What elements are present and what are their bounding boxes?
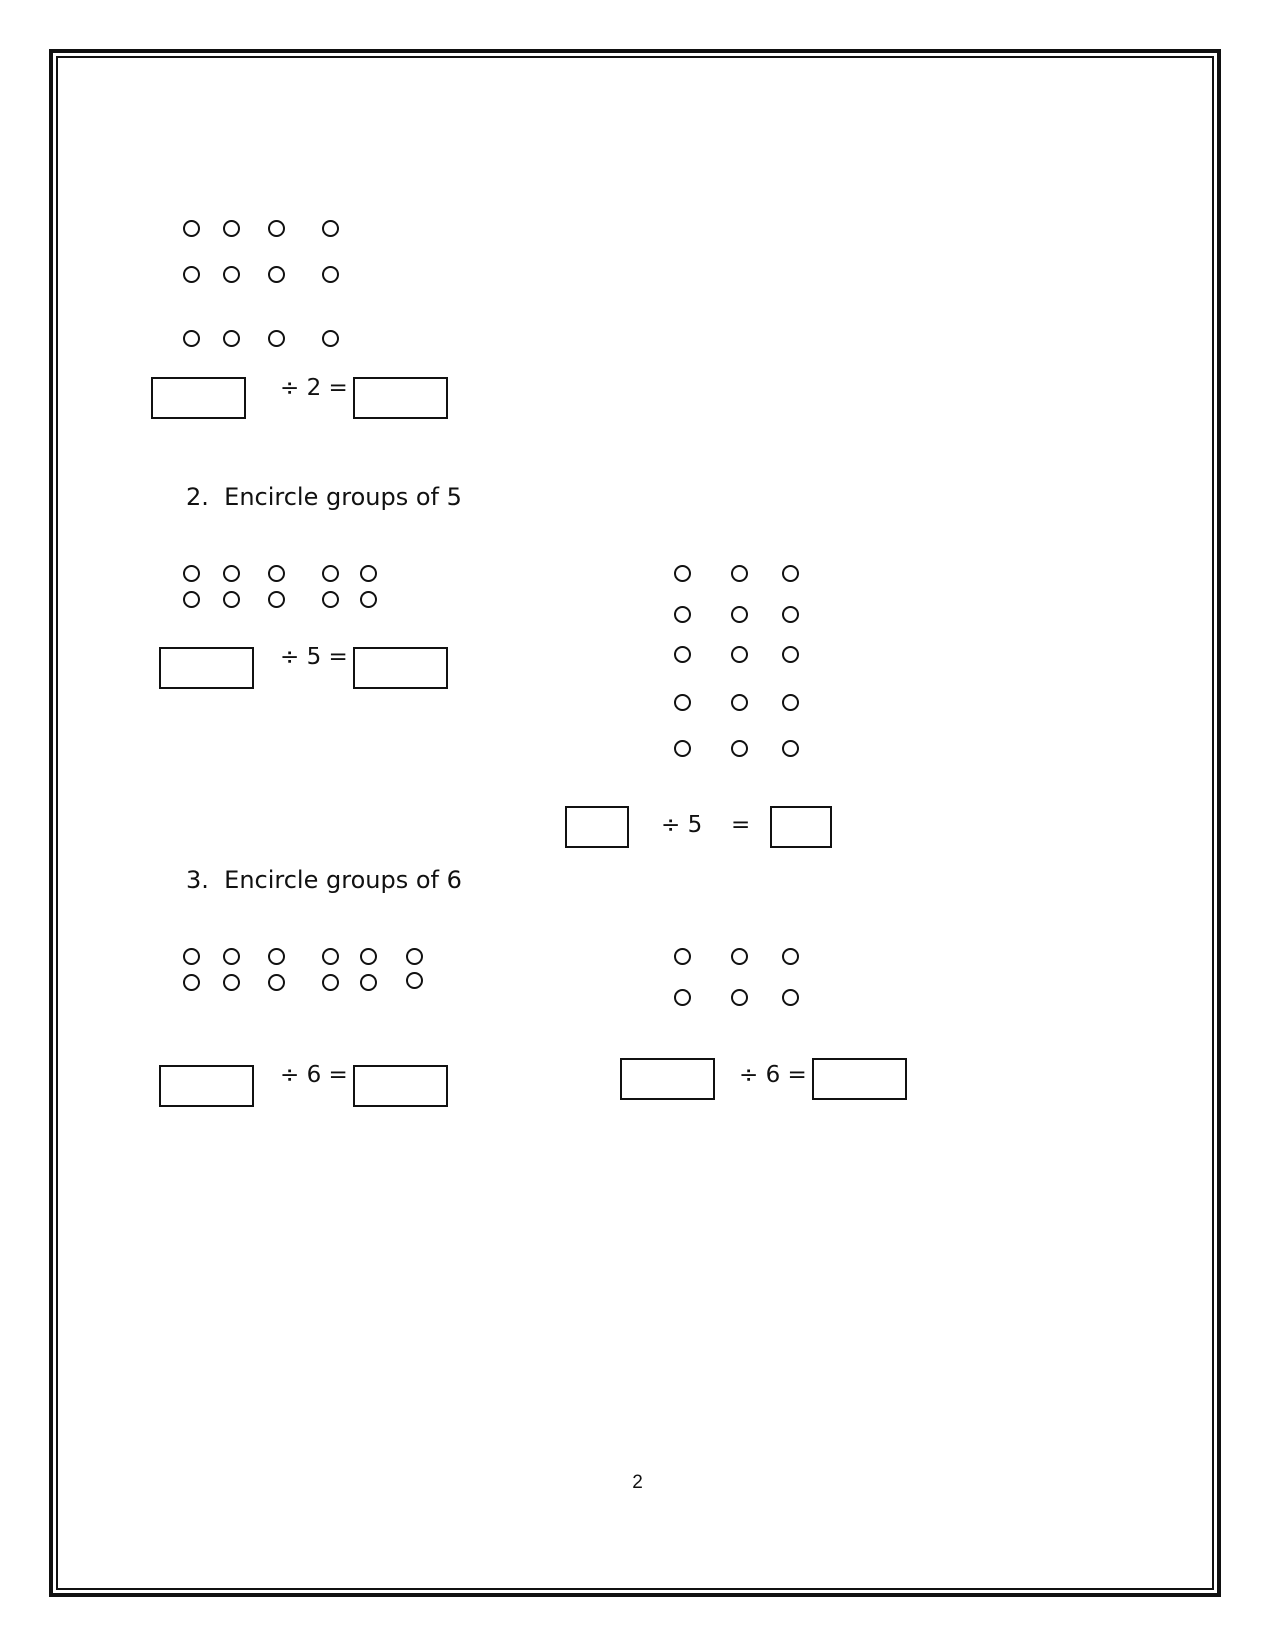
circle[interactable] [731, 694, 748, 711]
circle[interactable] [183, 974, 200, 991]
equals-sign: = [731, 812, 751, 838]
circle[interactable] [782, 948, 799, 965]
answer-box-quotient[interactable] [353, 647, 448, 689]
circle[interactable] [731, 948, 748, 965]
division-expression: ÷ 2 = [280, 375, 348, 401]
division-expression: ÷ 6 = [739, 1062, 807, 1088]
page-border-inner [56, 56, 1214, 1590]
circle[interactable] [731, 989, 748, 1006]
circle[interactable] [268, 948, 285, 965]
circle[interactable] [674, 606, 691, 623]
circle[interactable] [183, 266, 200, 283]
circle[interactable] [322, 948, 339, 965]
circle[interactable] [268, 330, 285, 347]
circle[interactable] [268, 974, 285, 991]
circle[interactable] [268, 565, 285, 582]
circle[interactable] [782, 740, 799, 757]
answer-box-dividend[interactable] [151, 377, 246, 419]
circle[interactable] [406, 972, 423, 989]
circle[interactable] [268, 591, 285, 608]
circle[interactable] [268, 266, 285, 283]
answer-box-dividend[interactable] [565, 806, 629, 848]
circle[interactable] [322, 266, 339, 283]
circle[interactable] [674, 565, 691, 582]
circle[interactable] [782, 606, 799, 623]
circle[interactable] [223, 220, 240, 237]
page-number: 2 [632, 1472, 643, 1493]
circle[interactable] [322, 591, 339, 608]
division-expression: ÷ 5 [661, 812, 703, 838]
answer-box-dividend[interactable] [159, 1065, 254, 1107]
circle[interactable] [782, 565, 799, 582]
circle[interactable] [674, 694, 691, 711]
circle[interactable] [782, 694, 799, 711]
circle[interactable] [183, 220, 200, 237]
circle[interactable] [268, 220, 285, 237]
answer-box-quotient[interactable] [353, 377, 448, 419]
circle[interactable] [674, 948, 691, 965]
circle[interactable] [406, 948, 423, 965]
circle[interactable] [322, 565, 339, 582]
circle[interactable] [223, 266, 240, 283]
circle[interactable] [223, 591, 240, 608]
circle[interactable] [782, 989, 799, 1006]
division-expression: ÷ 5 = [280, 644, 348, 670]
circle[interactable] [223, 565, 240, 582]
circle[interactable] [223, 948, 240, 965]
circle[interactable] [183, 948, 200, 965]
circle[interactable] [360, 948, 377, 965]
circle[interactable] [223, 330, 240, 347]
circle[interactable] [223, 974, 240, 991]
answer-box-quotient[interactable] [353, 1065, 448, 1107]
answer-box-dividend[interactable] [620, 1058, 715, 1100]
circle[interactable] [674, 989, 691, 1006]
circle[interactable] [674, 646, 691, 663]
circle[interactable] [183, 565, 200, 582]
circle[interactable] [322, 330, 339, 347]
division-expression: ÷ 6 = [280, 1062, 348, 1088]
problem-3-heading: 3. Encircle groups of 6 [186, 866, 462, 894]
circle[interactable] [731, 565, 748, 582]
problem-2-heading: 2. Encircle groups of 5 [186, 483, 462, 511]
answer-box-quotient[interactable] [770, 806, 832, 848]
circle[interactable] [674, 740, 691, 757]
circle[interactable] [360, 565, 377, 582]
circle[interactable] [322, 974, 339, 991]
circle[interactable] [183, 330, 200, 347]
circle[interactable] [360, 591, 377, 608]
circle[interactable] [731, 740, 748, 757]
answer-box-quotient[interactable] [812, 1058, 907, 1100]
circle[interactable] [322, 220, 339, 237]
circle[interactable] [183, 591, 200, 608]
circle[interactable] [360, 974, 377, 991]
answer-box-dividend[interactable] [159, 647, 254, 689]
circle[interactable] [782, 646, 799, 663]
circle[interactable] [731, 606, 748, 623]
circle[interactable] [731, 646, 748, 663]
